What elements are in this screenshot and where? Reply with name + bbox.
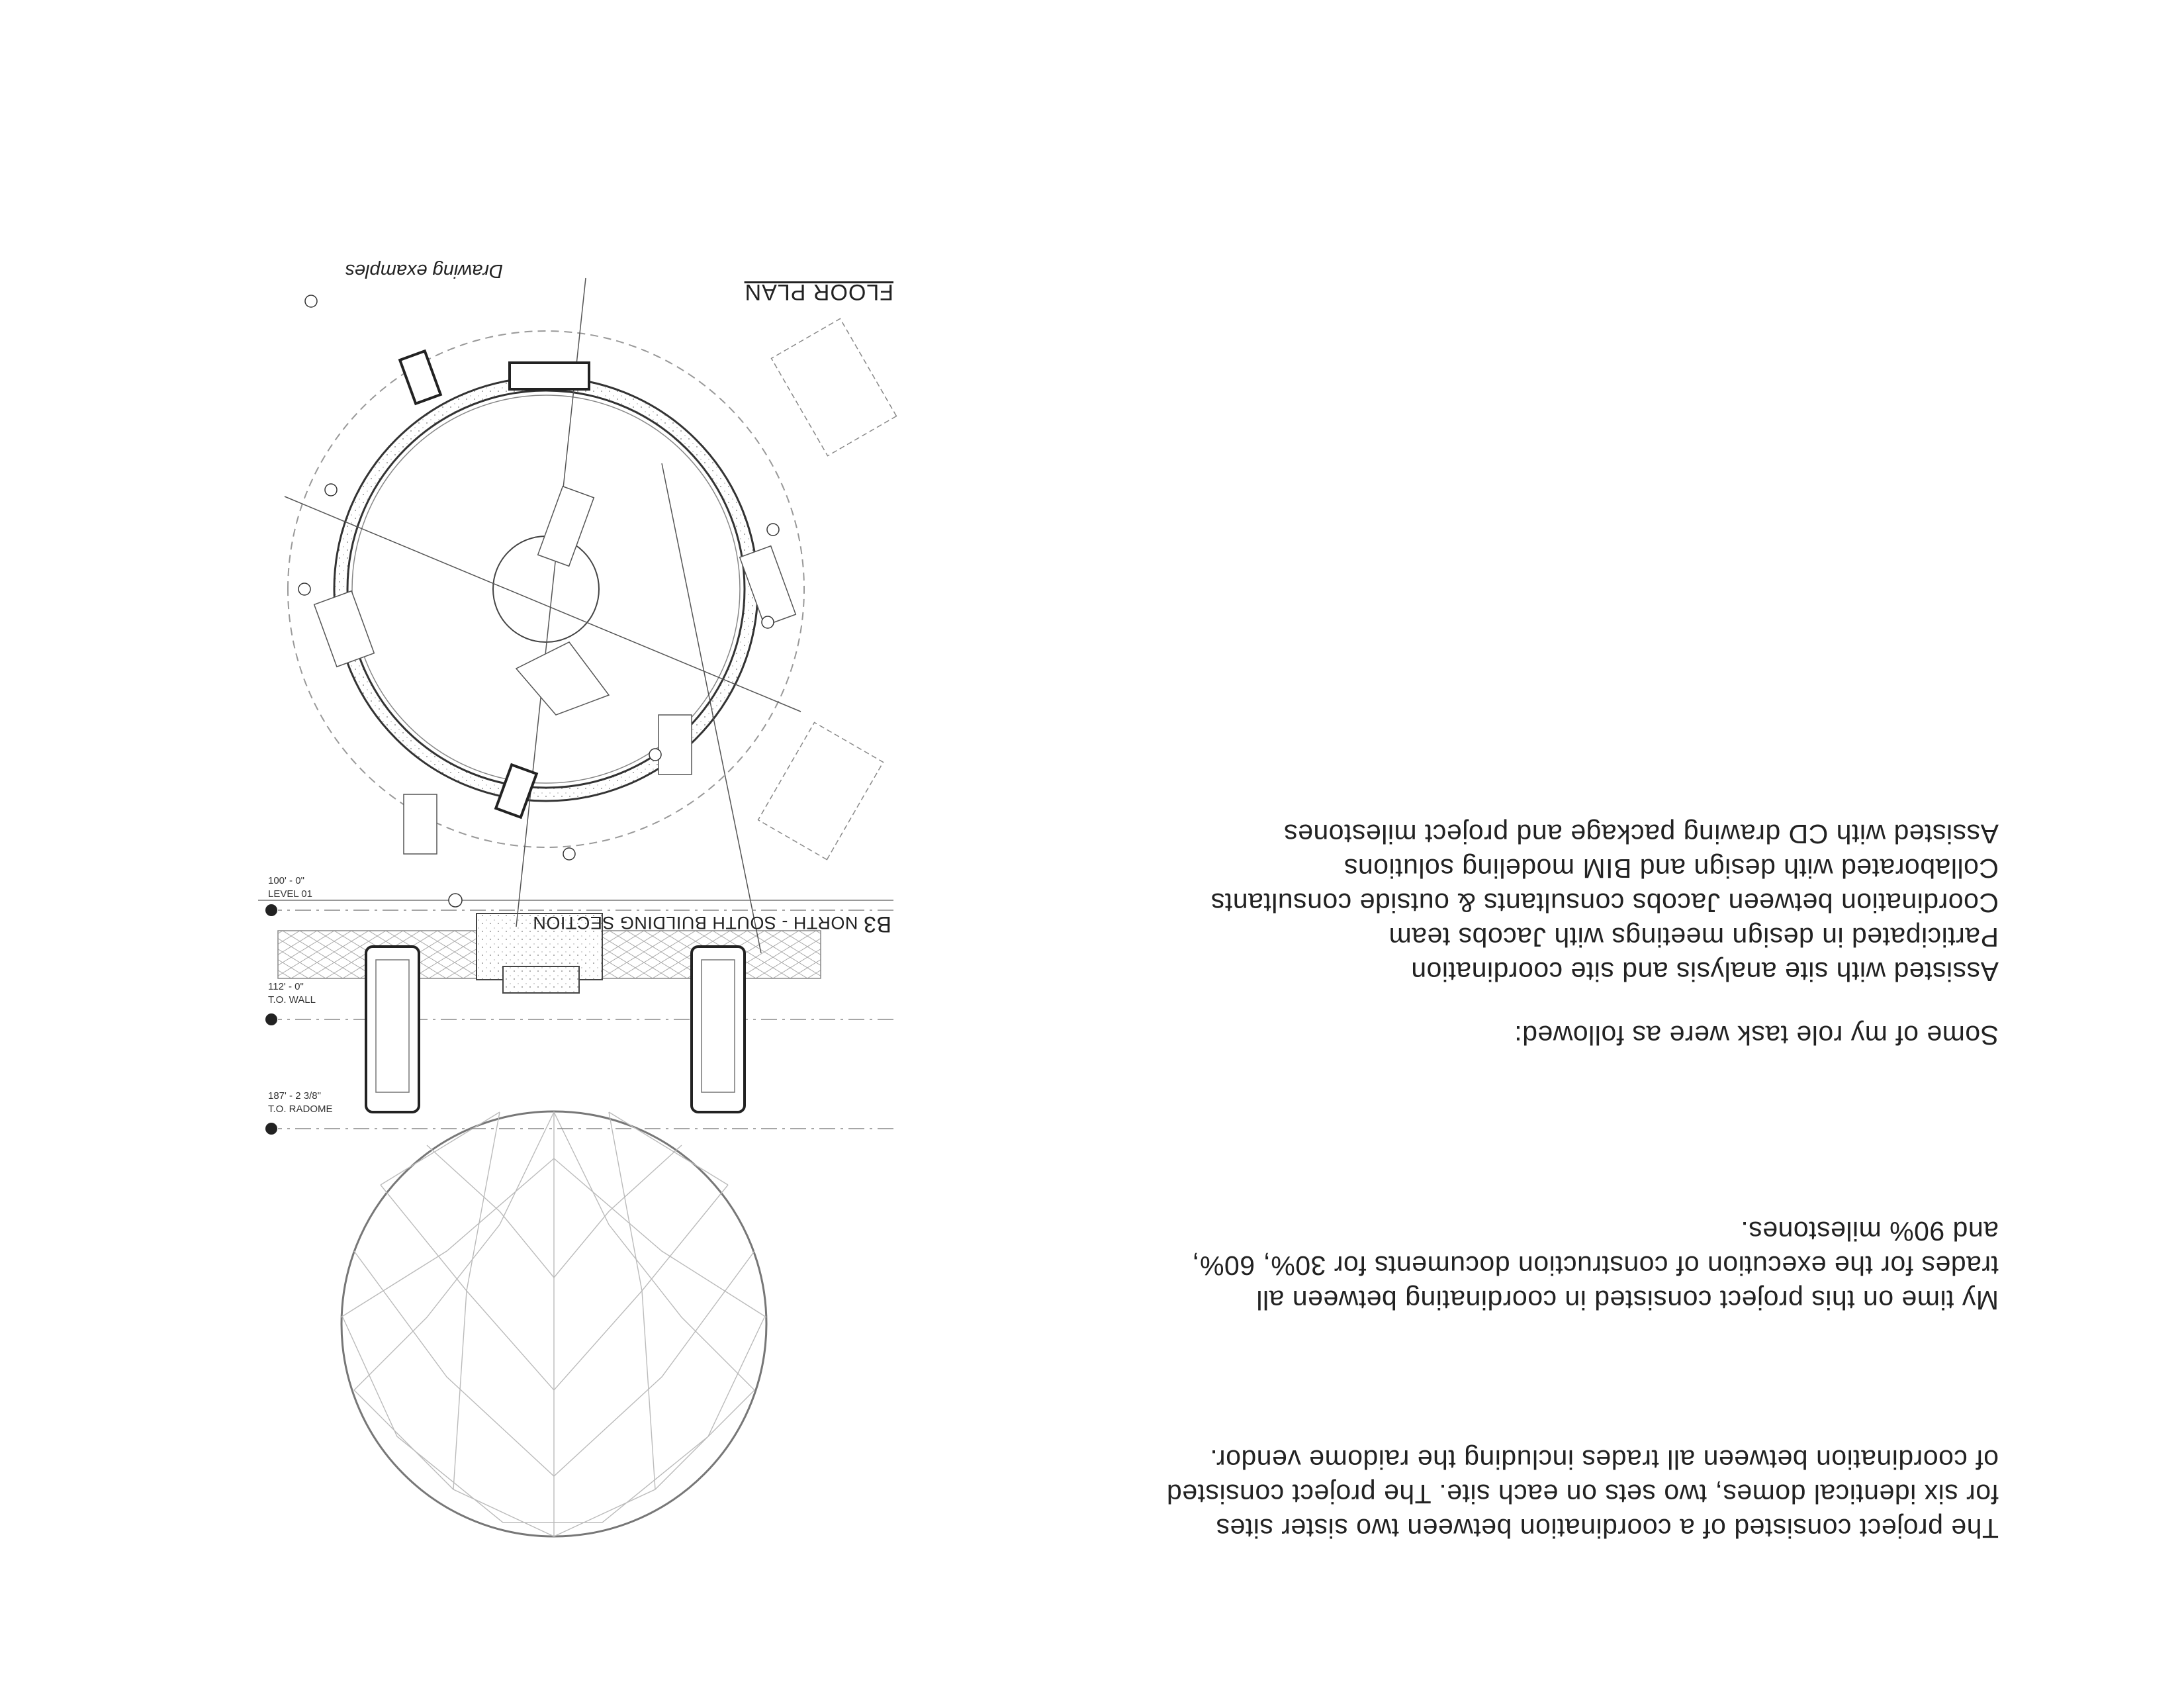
task-item: Coordination between Jacobs consultants & outside consultants bbox=[1210, 888, 1999, 918]
task-item: Assisted with site analysis and site coordination bbox=[1410, 957, 1999, 987]
task-heading: Some of my role task were as followed: bbox=[1514, 1020, 1999, 1051]
section-number: B3 bbox=[863, 912, 891, 937]
drawing-caption: Drawing examples bbox=[345, 260, 503, 281]
text-line: My time on this project consisted in coordinating between all bbox=[1255, 1285, 1999, 1315]
text-line: and 90% milestones. bbox=[1740, 1216, 1999, 1246]
radome-geodesic-lines bbox=[341, 1111, 766, 1536]
floor-plan bbox=[285, 278, 896, 953]
level-label: T.O. WALL bbox=[268, 994, 316, 1006]
text-line: The project consisted of a coordination between two sister sites bbox=[1216, 1513, 1999, 1544]
plan-title: FLOOR PLAN bbox=[744, 279, 893, 305]
text-line: of coordination between all trades including the raidome vendor. bbox=[1209, 1444, 1999, 1475]
text-line: for six identical domes, two sets on each site. The project consisted bbox=[1166, 1479, 1999, 1509]
level-elev: 187' - 2 3/8" bbox=[268, 1090, 321, 1102]
task-item: Assisted with CD drawing package and project milestones bbox=[1283, 819, 1999, 849]
level-elev: 100' - 0" bbox=[268, 875, 304, 886]
section-title-text: NORTH - SOUTH BUILDING SECTION bbox=[532, 913, 858, 933]
building-section bbox=[258, 875, 893, 1536]
level-label: T.O. RADOME bbox=[268, 1103, 333, 1115]
text-line: trades for the execution of construction documents for 30%, 60%, bbox=[1191, 1250, 1999, 1281]
level-elev: 112' - 0" bbox=[268, 981, 304, 992]
level-label: LEVEL 01 bbox=[268, 888, 312, 900]
section-title bbox=[533, 911, 891, 937]
task-item: Collaborated with design and BIM modeling solutions bbox=[1343, 853, 1999, 884]
task-item: Participated in design meetings with Jacobs team bbox=[1388, 922, 1999, 953]
